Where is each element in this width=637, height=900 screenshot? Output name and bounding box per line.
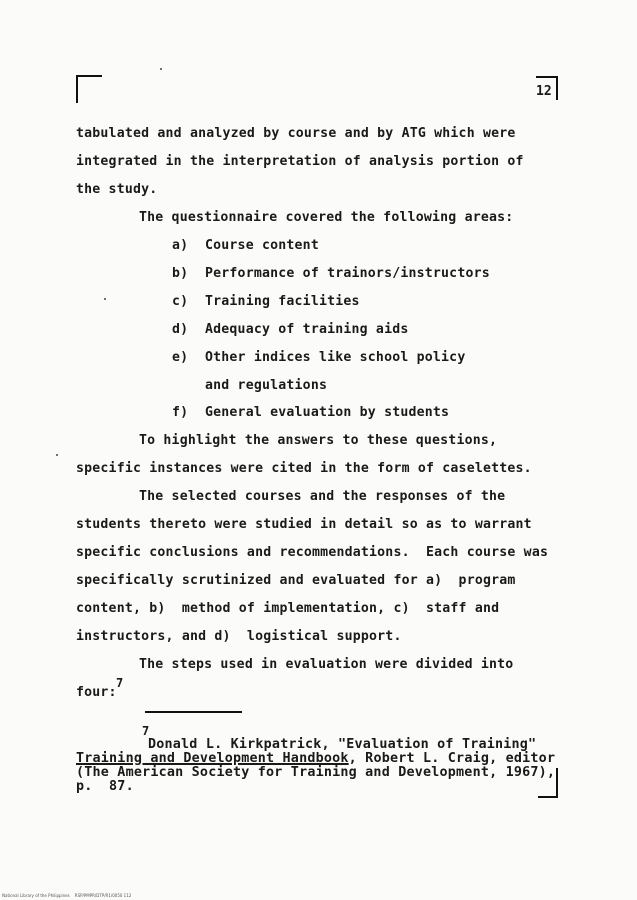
body-line-4: The questionnaire covered the following areas: <box>139 210 514 225</box>
para2-line-5: specific conclusions and recommendations. Each course was <box>76 545 549 560</box>
footnote-line-3: (The American Society for Training and Development, 1967), <box>76 765 556 780</box>
page-number: 12 <box>536 84 552 99</box>
list-item-c: Training facilities <box>205 294 360 309</box>
para2-line-3: The selected courses and the responses of the <box>139 489 506 504</box>
para2-line-1: To highlight the answers to these questions, <box>139 433 498 448</box>
crop-mark-top-left <box>76 75 78 103</box>
scan-speck <box>160 68 162 70</box>
list-item-b: Performance of trainors/instructors <box>205 266 490 281</box>
footnote-reference: 7 <box>116 676 124 690</box>
scan-speck <box>56 454 58 456</box>
list-marker-b: b) <box>172 266 189 281</box>
crop-mark-top-right-horizontal <box>536 76 558 78</box>
scan-speck <box>104 298 106 300</box>
list-item-a: Course content <box>205 238 319 253</box>
footnote-number: 7 <box>142 724 150 738</box>
footnote-line-1: Donald L. Kirkpatrick, "Evaluation of Training" <box>148 737 537 752</box>
para2-line-8: instructors, and d) logistical support. <box>76 629 402 644</box>
list-marker-a: a) <box>172 238 189 253</box>
para2-line-6: specifically scrutinized and evaluated for a) program <box>76 573 516 588</box>
footnote-line-2-rest: , Robert L. Craig, editor <box>348 751 556 766</box>
list-marker-f: f) <box>172 405 189 420</box>
footnote-book-title: Training and Development Handbook <box>76 751 349 766</box>
list-item-e: Other indices like school policy <box>205 350 466 365</box>
list-item-d: Adequacy of training aids <box>205 322 409 337</box>
para2-line-10: four: <box>76 685 117 700</box>
archive-footer: National Library of the Philippines RSP/PMPR/DTP/R1/0050 112 <box>2 893 132 898</box>
list-item-f: General evaluation by students <box>205 405 450 420</box>
para2-line-4: students thereto were studied in detail so as to warrant <box>76 517 532 532</box>
body-line-3: the study. <box>76 182 158 197</box>
list-marker-e: e) <box>172 350 189 365</box>
list-marker-d: d) <box>172 322 189 337</box>
para2-line-9: The steps used in evaluation were divided into <box>139 657 514 672</box>
body-line-1: tabulated and analyzed by course and by ATG which were <box>76 126 516 141</box>
para2-line-2: specific instances were cited in the form of caselettes. <box>76 461 532 476</box>
para2-line-7: content, b) method of implementation, c) staff and <box>76 601 500 616</box>
crop-mark-bottom-right-horizontal <box>538 796 558 798</box>
list-item-e-continued: and regulations <box>205 378 328 393</box>
crop-mark-bottom-right <box>556 768 558 798</box>
list-marker-c: c) <box>172 294 189 309</box>
footnote-line-4: p. 87. <box>76 779 134 794</box>
footnote-rule <box>145 711 242 713</box>
body-line-2: integrated in the interpretation of analysis portion of <box>76 154 524 169</box>
crop-mark-top-left-horizontal <box>76 75 102 77</box>
crop-mark-top-right <box>556 76 558 100</box>
